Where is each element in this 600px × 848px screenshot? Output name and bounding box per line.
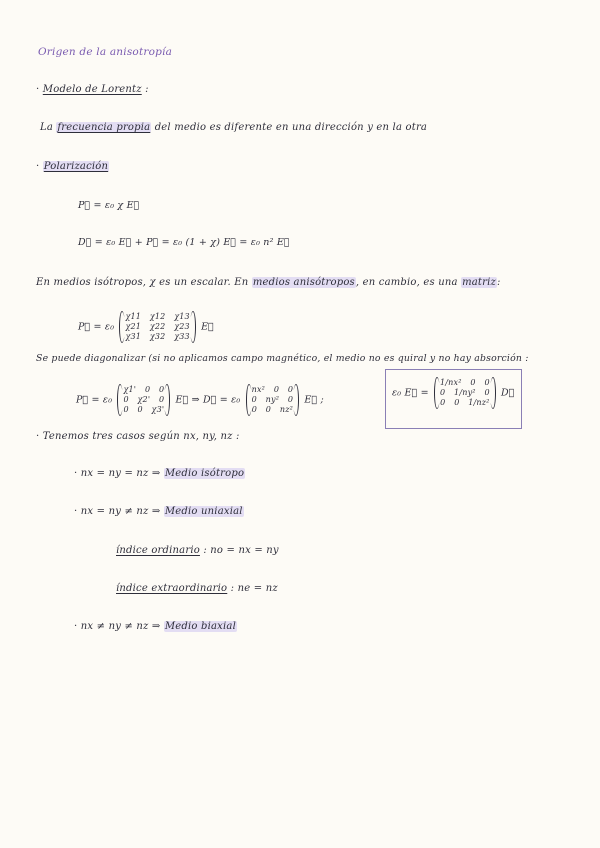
index-label: índice extraordinario <box>116 583 228 594</box>
lhs: ε₀ E⃗ = <box>392 387 429 399</box>
highlight: matriz <box>462 277 496 288</box>
inverse-relation-box <box>385 369 522 429</box>
sentence-frequency <box>40 121 427 135</box>
text: , en cambio, es una <box>355 277 458 288</box>
ordinary-index <box>116 544 279 558</box>
matrix-row: χ11 χ12 χ13 <box>125 312 190 321</box>
section-heading: Modelo de Lorentz <box>42 84 142 95</box>
case-label: Medio biaxial <box>164 621 236 632</box>
case-label: Medio uniaxial <box>164 506 243 517</box>
equation-d: D⃗ = ε₀ E⃗ + P⃗ = ε₀ (1 + χ) E⃗ = ε₀ n² E⃗ <box>78 237 290 248</box>
matrix-row: 0 1/ny² 0 <box>439 388 490 397</box>
section-heading: Polarización <box>43 161 109 172</box>
text: En medios isótropos, χ es un escalar. En <box>36 277 249 288</box>
inverse-index-matrix <box>434 378 496 408</box>
condition: · nx = ny = nz ⇒ <box>74 468 161 479</box>
condition: · nx = ny ≠ nz ⇒ <box>74 506 161 517</box>
matrix-row: χ1' 0 0 <box>123 385 165 394</box>
rhs: E⃗ <box>201 321 214 333</box>
bullet: · <box>36 161 40 172</box>
text: del medio es diferente en una dirección y en la otra <box>154 122 428 133</box>
index-label: índice ordinario <box>116 545 200 556</box>
matrix-row: χ31 χ32 χ33 <box>125 332 190 341</box>
lhs: P⃗ = ε₀ <box>76 394 113 406</box>
sentence-media <box>36 276 501 290</box>
equation-chi-matrix <box>78 312 214 342</box>
diagonal-chi-matrix <box>117 385 170 415</box>
matrix-row: nx² 0 0 <box>251 385 294 394</box>
index-eq: : no = nx = ny <box>203 545 279 556</box>
page-title: Origen de la anisotropía <box>38 46 173 58</box>
chi-matrix <box>119 312 195 342</box>
section-lorentz <box>36 83 149 97</box>
text: : <box>496 277 501 288</box>
matrix-row: 0 0 χ3' <box>123 405 165 414</box>
sentence-cases: · Tenemos tres casos según nx, ny, nz : <box>36 431 240 442</box>
sentence-diagonalize: Se puede diagonalizar (si no aplicamos campo magnético, el medio no es quiral y no hay absorción : <box>36 353 529 364</box>
rhs: D⃗ <box>500 387 515 399</box>
equation-diagonal <box>76 385 324 415</box>
section-polarization <box>36 160 109 174</box>
matrix-row: 0 χ2' 0 <box>123 395 165 404</box>
index-eq: : ne = nz <box>230 583 278 594</box>
extraordinary-index <box>116 582 278 596</box>
case-biaxial <box>74 620 237 634</box>
equation-p: P⃗ = ε₀ χ E⃗ <box>78 200 140 211</box>
rhs: E⃗ ; <box>304 394 324 406</box>
index-matrix <box>246 385 300 415</box>
bullet: · <box>36 84 40 95</box>
case-isotropic <box>74 467 245 481</box>
matrix-row: 0 0 nz² <box>251 405 294 414</box>
case-uniaxial <box>74 505 244 519</box>
case-label: Medio isótropo <box>164 468 245 479</box>
colon: : <box>145 84 149 95</box>
lhs: P⃗ = ε₀ <box>78 321 115 333</box>
matrix-row: χ21 χ22 χ23 <box>125 322 190 331</box>
matrix-row: 1/nx² 0 0 <box>439 378 490 387</box>
highlight: medios anisótropos <box>252 277 355 288</box>
matrix-row: 0 ny² 0 <box>251 395 294 404</box>
condition: · nx ≠ ny ≠ nz ⇒ <box>74 621 161 632</box>
mid: E⃗ ⇒ D⃗ = ε₀ <box>175 394 241 406</box>
matrix-row: 0 0 1/nz² <box>440 398 490 407</box>
highlight: frecuencia propia <box>57 122 151 133</box>
text: La <box>40 122 54 133</box>
